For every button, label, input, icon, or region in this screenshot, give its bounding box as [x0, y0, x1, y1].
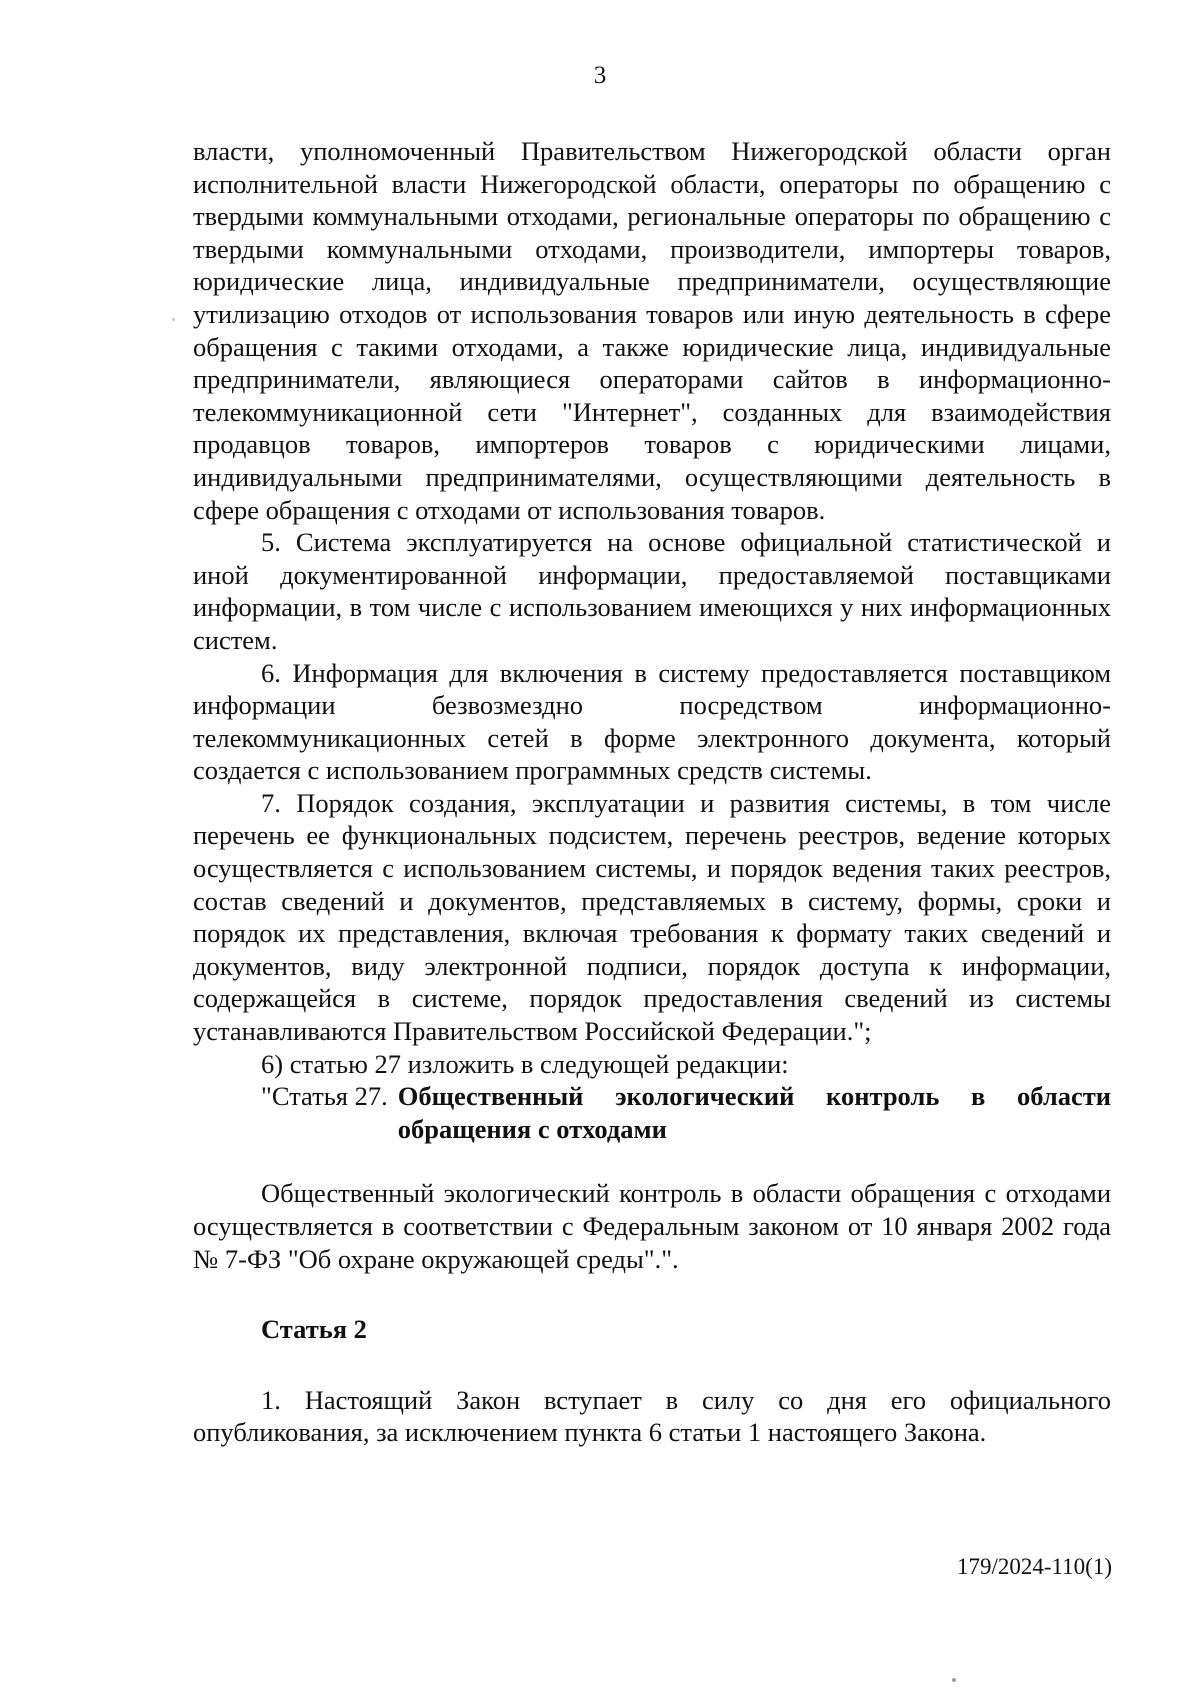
- article-27-text: Общественный экологический контроль в области обращения с отходами осуществляется в соответствии с Федеральным законом от 10 января 2002 года № 7-ФЗ "Об охране окружающей среды".".: [193, 1178, 1111, 1274]
- document-code: 179/2024-110(1): [956, 1554, 1112, 1579]
- scan-speck: [952, 1678, 956, 1682]
- article-2-text: 1. Настоящий Закон вступает в силу со дня его официального опубликования, за исключением пункта 6 статьи 1 настоящего Закона.: [193, 1384, 1111, 1448]
- paragraph-item-5: 5. Система эксплуатируется на основе официальной статистической и иной документированной информации, предоставляемой поставщиками информации, в том числе с использованием имеющихся у них информационных систем.: [193, 527, 1111, 655]
- page-number: 3: [593, 62, 607, 89]
- article-2-heading: Статья 2: [261, 1314, 367, 1345]
- article-27-heading: [193, 1080, 1111, 1145]
- article-27-title: Общественный экологический контроль в области обращения с отходами: [397, 1081, 1111, 1144]
- paragraph-item-6: 6. Информация для включения в систему предоставляется поставщиком информации безвозмездно посредством информационно-телекоммуникационных сетей в форме электронного документа, который создается с использованием программных средств системы.: [193, 657, 1111, 786]
- paragraph-continuation: власти, уполномоченный Правительством Нижегородской области орган исполнительной власти Нижегородской области, операторы по обращению с твердыми коммунальными отходами, региональные операторы по обращению с твердыми коммунальными отходами, производители, импортеры товаров, юридические лица, индивидуальные предприниматели, осуществляющие утилизацию отходов от использования товаров или иную деятельность в сфере обращения с такими отходами, а также юридические лица, индивидуальные предприниматели, являющиеся операторами сайтов в информационно-телекоммуникационной сети "Интернет", созданных для взаимодействия продавцов товаров, импортеров товаров с юридическими лицами, индивидуальными предпринимателями, осуществляющими деятельность в сфере обращения с отходами от использования товаров.: [193, 136, 1111, 525]
- article-27-number: "Статья 27.: [261, 1081, 388, 1112]
- document-body: [193, 135, 1111, 1449]
- scan-speck: [172, 318, 175, 321]
- paragraph-item-7: 7. Порядок создания, эксплуатации и развития системы, в том числе перечень ее функциональных подсистем, перечень реестров, ведение которых осуществляется с использованием системы, и порядок ведения таких реестров, состав сведений и документов, представляемых в систему, формы, сроки и порядок их представления, включая требования к формату таких сведений и документов, виду электронной подписи, порядок доступа к информации, содержащейся в системе, порядок предоставления сведений из системы устанавливаются Правительством Российской Федерации.";: [193, 787, 1111, 1047]
- paragraph-amendment-6: 6) статью 27 изложить в следующей редакции:: [261, 1048, 789, 1079]
